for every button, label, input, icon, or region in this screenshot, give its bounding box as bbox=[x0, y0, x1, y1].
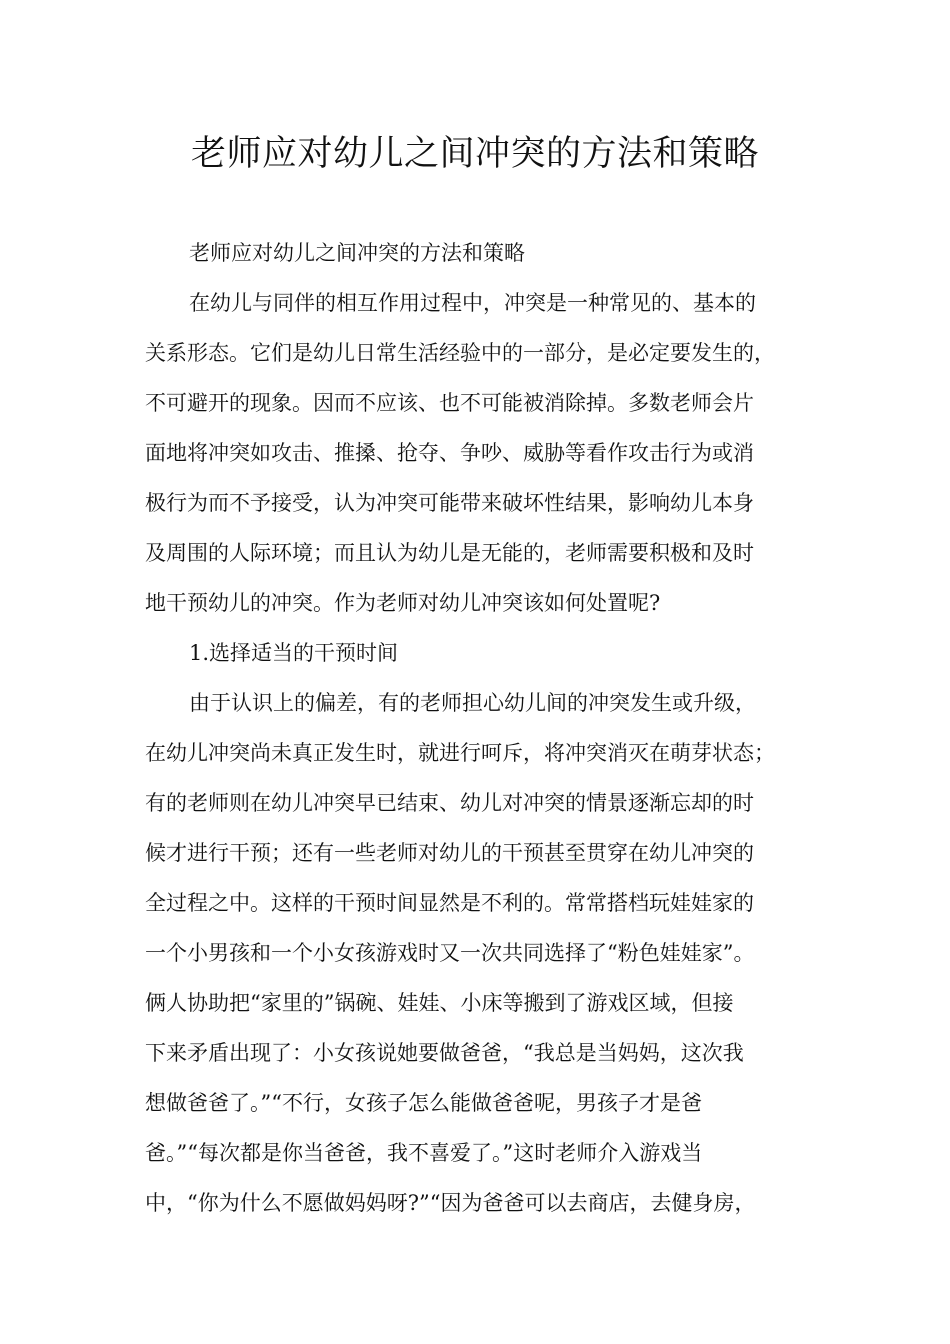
text-line: 及周围的人际环境；而且认为幼儿是无能的，老师需要积极和及时 bbox=[145, 541, 754, 565]
text-line: 候才进行干预；还有一些老师对幼儿的干预甚至贯穿在幼儿冲突的 bbox=[145, 841, 754, 865]
text-line: 有的老师则在幼儿冲突早已结束、幼儿对冲突的情景逐渐忘却的时 bbox=[145, 791, 754, 815]
text-line: 1.选择适当的干预时间 bbox=[189, 641, 399, 665]
paragraph-subtitle bbox=[145, 228, 825, 278]
text-line: 地干预幼儿的冲突。作为老师对幼儿冲突该如何处置呢? bbox=[145, 591, 661, 615]
text-line: 极行为而不予接受，认为冲突可能带来破坏性结果，影响幼儿本身 bbox=[145, 491, 754, 515]
text-line: 下来矛盾出现了：小女孩说她要做爸爸，“我总是当妈妈，这次我 bbox=[145, 1041, 744, 1065]
paragraph-body bbox=[145, 678, 825, 1228]
paragraph-intro bbox=[145, 278, 825, 628]
text-line: 想做爸爸了。”“不行，女孩子怎么能做爸爸呢，男孩子才是爸 bbox=[145, 1091, 702, 1115]
text-line: 在幼儿冲突尚未真正发生时，就进行呵斥，将冲突消灭在萌芽状态； bbox=[145, 741, 775, 765]
section-heading bbox=[145, 628, 825, 678]
text-line: 老师应对幼儿之间冲突的方法和策略 bbox=[189, 241, 525, 265]
document-body bbox=[145, 228, 825, 1228]
text-line: 一个小男孩和一个小女孩游戏时又一次共同选择了“粉色娃娃家”。 bbox=[145, 941, 755, 965]
text-line: 不可避开的现象。因而不应该、也不可能被消除掉。多数老师会片 bbox=[145, 391, 754, 415]
text-line: 关系形态。它们是幼儿日常生活经验中的一部分，是必定要发生的， bbox=[145, 341, 775, 365]
text-line: 爸。”“每次都是你当爸爸，我不喜爱了。”这时老师介入游戏当 bbox=[145, 1141, 703, 1165]
text-line: 中，“你为什么不愿做妈妈呀?”“因为爸爸可以去商店，去健身房， bbox=[145, 1191, 756, 1215]
text-line: 俩人协助把“家里的”锅碗、娃娃、小床等搬到了游戏区域，但接 bbox=[145, 991, 734, 1015]
document-title: 老师应对幼儿之间冲突的方法和策略 bbox=[190, 134, 759, 174]
text-line: 面地将冲突如攻击、推搡、抢夺、争吵、威胁等看作攻击行为或消 bbox=[145, 441, 754, 465]
text-line: 由于认识上的偏差，有的老师担心幼儿间的冲突发生或升级， bbox=[189, 691, 756, 715]
text-line: 全过程之中。这样的干预时间显然是不利的。常常搭档玩娃娃家的 bbox=[145, 891, 754, 915]
text-line: 在幼儿与同伴的相互作用过程中，冲突是一种常见的、基本的 bbox=[189, 291, 756, 315]
